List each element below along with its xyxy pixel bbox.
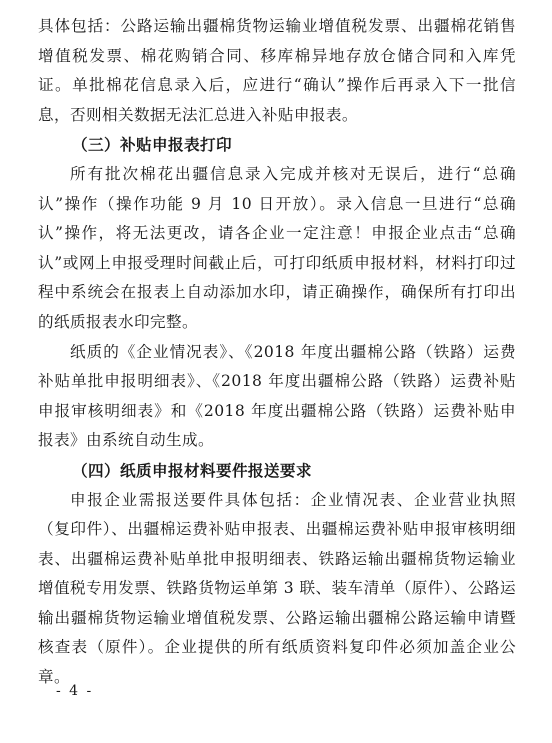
section-heading-paper-materials: （四）纸质申报材料要件报送要求: [72, 460, 312, 480]
paragraph-auto-generated-forms: 纸质的《企业情况表》、《2018 年度出疆棉公路（铁路）运费补贴单批申报明细表》、《2018 年度出疆棉公路（铁路）运费补贴申报审核明细表》和《2018 年度出疆棉公路（铁路）运费补贴申报表》由系统自动生成。: [38, 342, 516, 450]
document-body: [38, 12, 516, 693]
paragraph-total-confirm: 所有批次棉花出疆信息录入完成并核对无误后，进行“总确认”操作（操作功能 9 月 10 日开放）。录入信息一旦进行“总确认”操作，将无法更改，请各企业一定注意！申报企业点击“总确认”或网上申报受理时间截止后，可打印纸质申报材料，材料打印过程中系统会在报表上自动添加水印，请正确操作，确保所有打印出的纸质报表水印完整。: [38, 164, 516, 331]
paragraph-materials-list: 具体包括：公路运输出疆棉货物运输业增值税发票、出疆棉花销售增值税发票、棉花购销合同、移库棉异地存放仓储合同和入库凭证。单批棉花信息录入后，应进行“确认”操作后再录入下一批信息，否则相关数据无法汇总进入补贴申报表。: [38, 17, 516, 124]
paragraph-required-documents: 申报企业需报送要件具体包括：企业情况表、企业营业执照（复印件）、出疆棉运费补贴申报表、出疆棉运费补贴申报审核明细表、出疆棉运费补贴单批申报明细表、铁路运输出疆棉货物运输业增值税专用发票、铁路货物运单第 3 联、装车清单（原件）、公路运输出疆棉货物运输业增值税发票、公路运输出疆棉公路运输申请暨核查表（原件）。企业提供的所有纸质资料复印件必须加盖企业公章。: [38, 490, 516, 687]
section-heading-subsidy-print: （三）补贴申报表打印: [72, 135, 232, 155]
page-number: - 4 -: [56, 683, 94, 699]
